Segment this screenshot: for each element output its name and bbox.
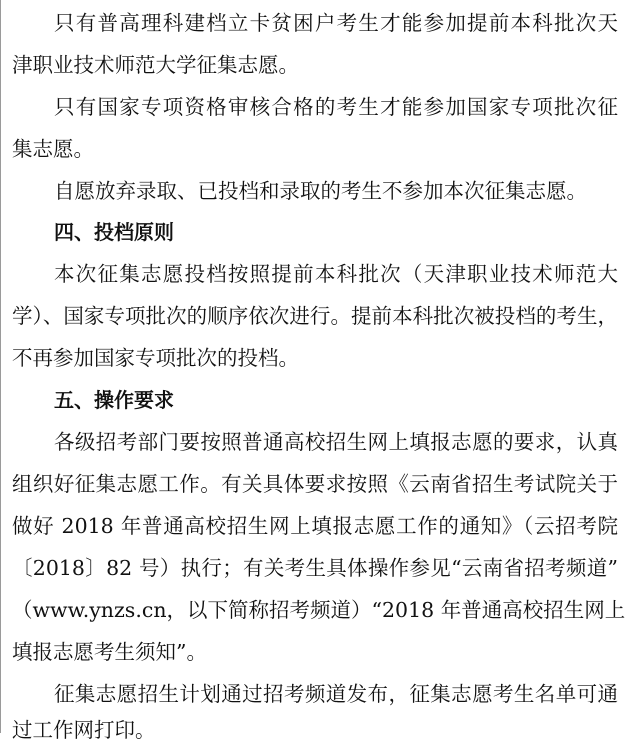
section-heading: 五、操作要求	[54, 388, 174, 412]
paragraph-line: 津职业技术师范大学征集志愿。	[12, 53, 299, 77]
paragraph-line: 只有普高理科建档立卡贫困户考生才能参加提前本科批次天	[54, 11, 618, 35]
paragraph-line: 征集志愿招生计划通过招考频道发布，征集志愿考生名单可通	[54, 682, 618, 706]
paragraph-line: 本次征集志愿投档按照提前本科批次（天津职业技术师范大	[54, 262, 618, 286]
paragraph-line: 组织好征集志愿工作。有关具体要求按照《云南省招生考试院关于	[12, 472, 618, 496]
paragraph-line: 只有国家专项资格审核合格的考生才能参加国家专项批次征	[54, 95, 618, 119]
paragraph-line: （www.ynzs.cn，以下简称招考频道）“2018 年普通高校招生网上	[12, 598, 626, 622]
paragraph-line: 不再参加国家专项批次的投档。	[12, 346, 299, 370]
paragraph-line: 自愿放弃录取、已投档和录取的考生不参加本次征集志愿。	[54, 179, 587, 203]
paragraph-line: 〔2018〕82 号）执行；有关考生具体操作参见“云南省招考频道”	[12, 556, 618, 580]
paragraph-line: 过工作网打印。	[12, 718, 156, 742]
paragraph-line: 集志愿。	[12, 137, 94, 161]
paragraph-line: 各级招考部门要按照普通高校招生网上填报志愿的要求，认真	[54, 430, 618, 454]
paragraph-line: 做好 2018 年普通高校招生网上填报志愿工作的通知》（云招考院	[12, 514, 618, 538]
paragraph-line: 学）、国家专项批次的顺序依次进行。提前本科批次被投档的考生，	[12, 304, 618, 328]
paragraph-line: 填报志愿考生须知”。	[12, 640, 207, 664]
section-heading: 四、投档原则	[54, 220, 174, 244]
